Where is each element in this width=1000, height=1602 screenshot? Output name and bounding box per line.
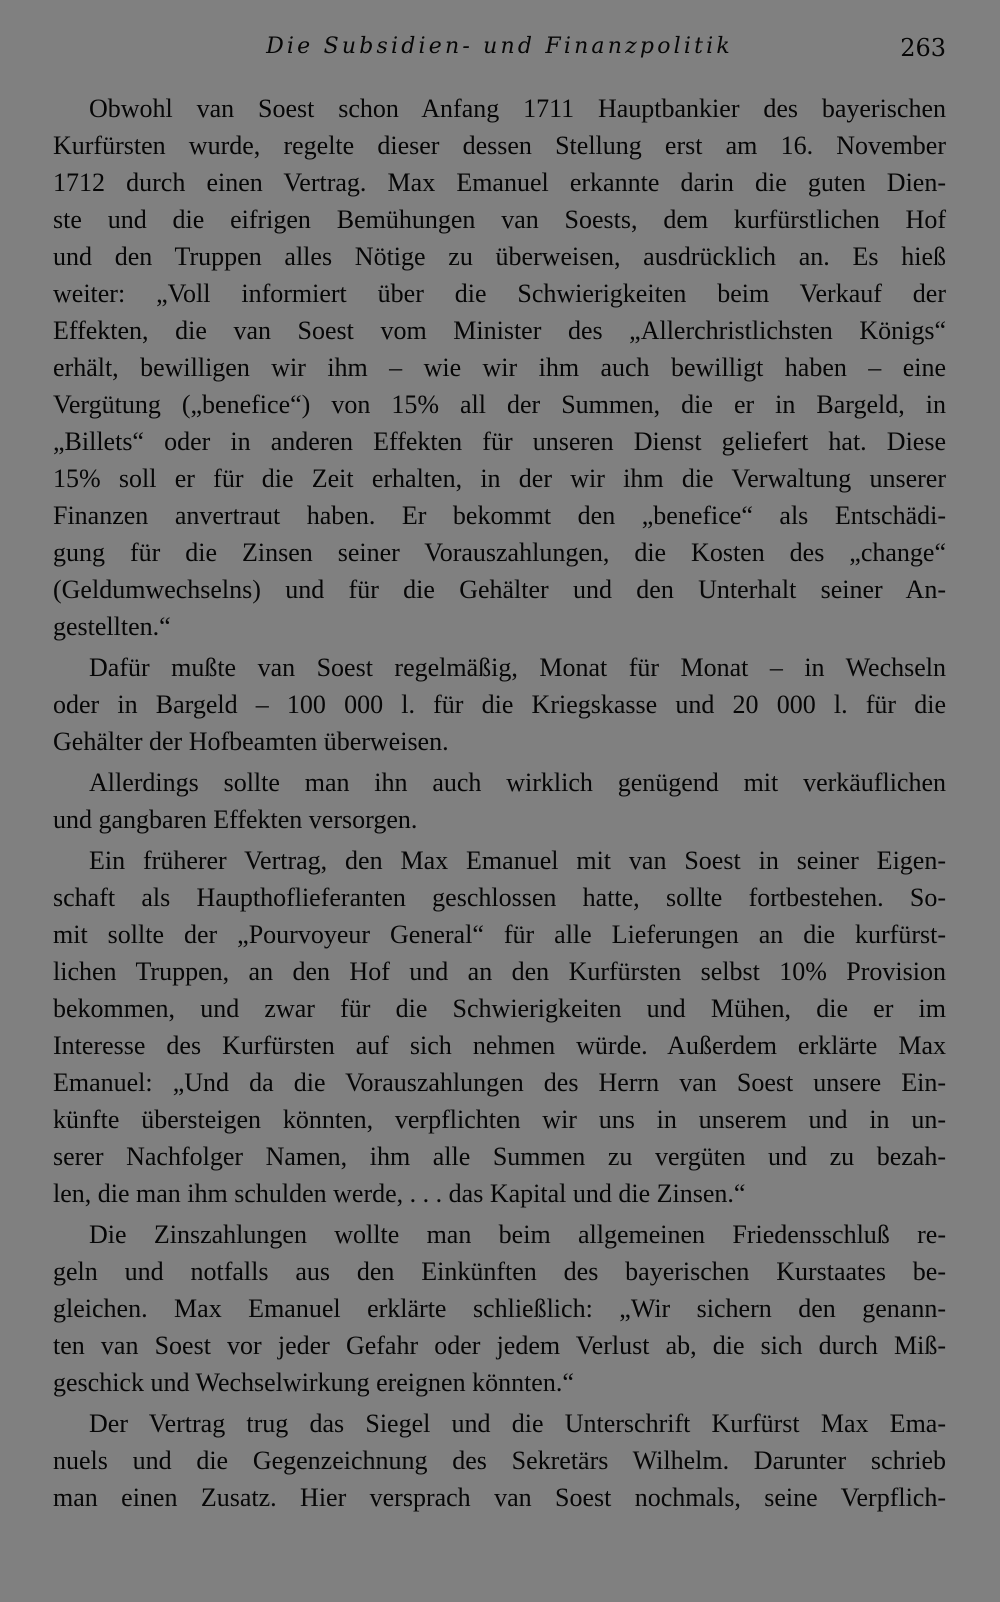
text-line: serer Nachfolger Namen, ihm alle Summen zu vergüten und zu bezah- [53,1142,946,1171]
text-line: Gehälter der Hofbeamten überweisen. [53,727,449,756]
text-line: „Billets“ oder in anderen Effekten für unseren Dienst geliefert hat. Diese [53,427,946,456]
text-line: mit sollte der „Pourvoyeur General“ für alle Lieferungen an die kurfürst- [53,920,946,949]
text-line: Kurfürsten wurde, regelte dieser dessen Stellung erst am 16. November [53,131,946,160]
text-line: erhält, bewilligen wir ihm – wie wir ihm auch bewilligt haben – eine [53,353,946,382]
page-number: 263 [900,34,946,62]
text-line: bekommen, und zwar für die Schwierigkeiten und Mühen, die er im [53,994,946,1023]
text-line: len, die man ihm schulden werde, . . . das Kapital und die Zinsen.“ [53,1179,746,1208]
text-line: 15% soll er für die Zeit erhalten, in der wir ihm die Verwaltung unserer [53,464,946,493]
text-line: gung für die Zinsen seiner Vorauszahlungen, die Kosten des „change“ [53,538,946,567]
paragraph [53,842,946,1212]
text-line: weiter: „Voll informiert über die Schwierigkeiten beim Verkauf der [53,279,946,308]
text-line: lichen Truppen, an den Hof und an den Kurfürsten selbst 10% Provision [53,957,946,986]
paragraph [53,1216,946,1401]
text-line: nuels und die Gegenzeichnung des Sekretärs Wilhelm. Darunter schrieb [53,1446,946,1475]
text-line: Der Vertrag trug das Siegel und die Unterschrift Kurfürst Max Ema- [89,1409,946,1438]
text-line: Effekten, die van Soest vom Minister des „Allerchristlichsten Königs“ [53,316,946,345]
text-line: Dafür mußte van Soest regelmäßig, Monat für Monat – in Wechseln [89,653,946,682]
text-line: geschick und Wechselwirkung ereignen könnten.“ [53,1368,574,1397]
text-line: man einen Zusatz. Hier versprach van Soest nochmals, seine Verpflich- [53,1483,946,1512]
paragraph [53,764,946,838]
text-line: Interesse des Kurfürsten auf sich nehmen würde. Außerdem erklärte Max [53,1031,946,1060]
text-line: gleichen. Max Emanuel erklärte schließlich: „Wir sichern den genann- [53,1294,946,1323]
text-line: 1712 durch einen Vertrag. Max Emanuel erkannte darin die guten Dien- [53,168,946,197]
text-line: ste und die eifrigen Bemühungen van Soests, dem kurfürstlichen Hof [53,205,946,234]
paragraph [53,90,946,645]
text-line: schaft als Haupthoflieferanten geschlossen hatte, sollte fortbestehen. So- [53,883,946,912]
text-line: (Geldumwechselns) und für die Gehälter und den Unterhalt seiner An- [53,575,946,604]
body-text [53,90,946,1516]
text-line: oder in Bargeld – 100 000 l. für die Kriegskasse und 20 000 l. für die [53,690,946,719]
text-line: Allerdings sollte man ihn auch wirklich genügend mit verkäuflichen [89,768,946,797]
text-line: geln und notfalls aus den Einkünften des bayerischen Kurstaates be- [53,1257,946,1286]
text-line: gestellten.“ [53,612,171,641]
paragraph [53,649,946,760]
text-line: Ein früherer Vertrag, den Max Emanuel mit van Soest in seiner Eigen- [89,846,946,875]
paragraph [53,1405,946,1516]
text-line: Die Zinszahlungen wollte man beim allgemeinen Friedensschluß re- [89,1220,946,1249]
text-line: Obwohl van Soest schon Anfang 1711 Hauptbankier des bayerischen [89,94,946,123]
text-line: Emanuel: „Und da die Vorauszahlungen des Herrn van Soest unsere Ein- [53,1068,946,1097]
text-line: und gangbaren Effekten versorgen. [53,805,418,834]
text-line: ten van Soest vor jeder Gefahr oder jedem Verlust ab, die sich durch Miß- [53,1331,946,1360]
text-line: und den Truppen alles Nötige zu überweisen, ausdrücklich an. Es hieß [53,242,946,271]
running-head [53,34,946,70]
text-line: Vergütung („benefice“) von 15% all der Summen, die er in Bargeld, in [53,390,946,419]
text-line: Finanzen anvertraut haben. Er bekommt den „benefice“ als Entschädi- [53,501,946,530]
text-line: künfte übersteigen könnten, verpflichten wir uns in unserem und in un- [53,1105,946,1134]
running-title: Die Subsidien- und Finanzpolitik [266,34,733,59]
